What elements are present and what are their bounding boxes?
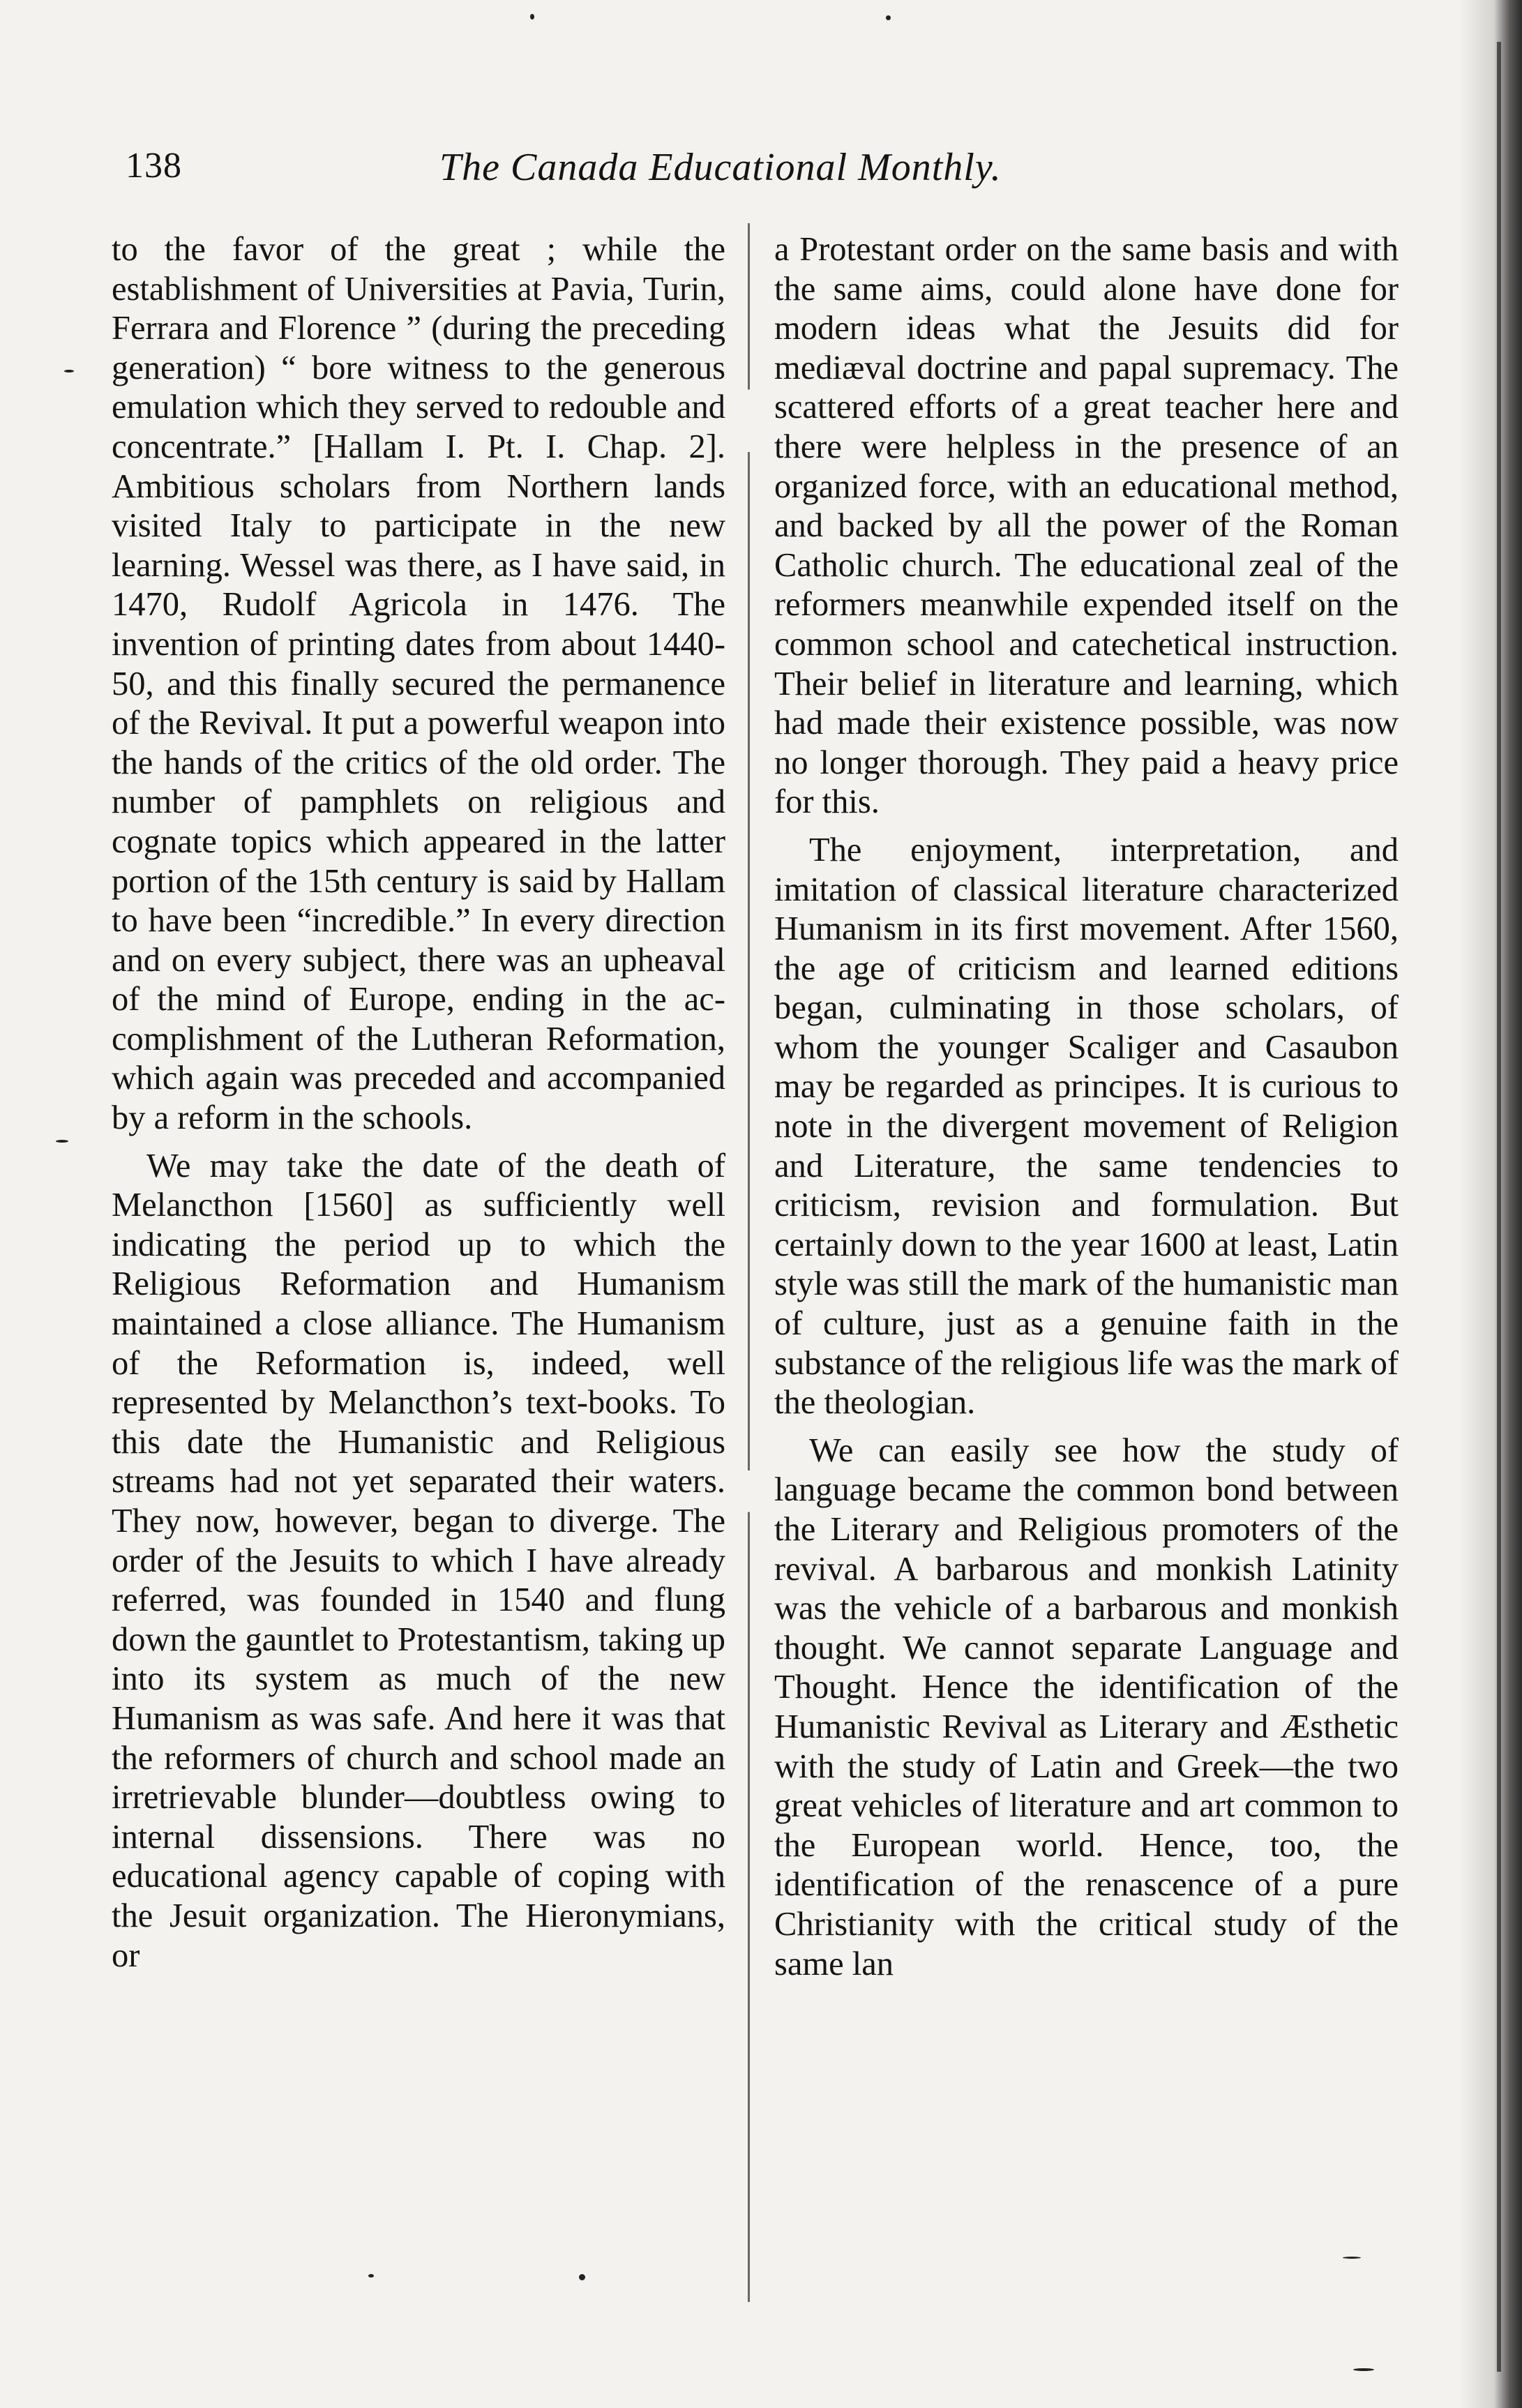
left-paragraph-2: We may take the date of the death of Melancthon [1560] as sufficiently well indicating the period up to which the Religious Reformation and Humanism maintained a close alliance. The Humanism of the Reformation is, indeed, well represented by Melancthon’s text-books. To this date the Humanistic and Religious streams had not yet separated their waters. They now, however, began to diverge. The order of the Jesuits to which I have already referred, was founded in 1540 and flung down the gauntlet to Protestantism, taking up into its system as much of the new Humanism as was safe. And here it was that the reformers of church and school made an irretrievable blunder—doubtless owing to internal dissensions. There was no educational agency capable of coping with the Jesuit organization. The Hieronymians, or bbox=[112, 1147, 725, 1974]
right-paragraph-1: a Protestant order on the same basis and with the same aims, could alone have done for modern ideas what the Jesuits did for mediæval doctrine and papal supremacy. The scattered efforts of a great teacher here and there were helpless in the presence of an organized force, with an educational method, and backed by all the power of the Roman Catholic church. The educational zeal of the reformers meanwhile expended itself on the common school and catechetical instruction. Their belief in literature and learning, which had made their existence possible, was now no longer thorough. They paid a heavy price for this. bbox=[774, 231, 1399, 821]
scan-speck bbox=[56, 1140, 68, 1143]
scan-speck bbox=[886, 15, 891, 20]
right-paragraph-3: We can easily see how the study of language became the common bond between the Literary and Religious promoters of the revival. A barbarous and monkish Latinity was the vehicle of a barbarous and monkish thought. We cannot separate Language and Thought. Hence the identification of the Humanistic Revival as Literary and Æsthetic with the study of Latin and Greek—the two great vehicles of literature and art common to the European world. Hence, too, the identification of the renascence of a pure Christianity with the critical study of the same lan bbox=[774, 1431, 1399, 1982]
scan-speck bbox=[530, 14, 534, 20]
scan-speck bbox=[579, 2274, 585, 2280]
scan-speck bbox=[368, 2274, 374, 2278]
right-column bbox=[774, 230, 1399, 1984]
left-column bbox=[112, 230, 725, 1976]
scan-speck bbox=[1343, 2257, 1361, 2259]
right-paragraph-2: The enjoyment, interpretation, and imitation of classical literature characterized Humanism in its first movement. After 1560, the age of criticism and learned editions began, culminating in those scholars, of whom the younger Scaliger and Casaubon may be regarded as principes. It is curious to note in the divergent movement of Religion and Literature, the same tendencies to criticism, revision and formulation. But certainly down to the year 1600 at least, Latin style was still the mark of the humanistic man of culture, just as a genuine faith in the substance of the religious life was the mark of the theologian. bbox=[774, 831, 1399, 1422]
scan-speck bbox=[1353, 2368, 1374, 2371]
left-paragraph-1: to the favor of the great ; while the establishment of Universities at Pavia, Turin, Ferrara and Florence ” (during the preceding generation) “ bore witness to the generous emulation which they served to redouble and concentrate.” [Hallam I. Pt. I. Chap. 2]. Ambitious scholars from Northern lands visited Italy to participate in the new learning. Wessel was there, as I have said, in 1470, Rudolf Agricola in 1476. The invention of printing dates from about 1440-50, and this finally secured the permanence of the Revival. It put a powerful weapon into the hands of the critics of the old order. The number of pamphlets on religious and cognate topics which appeared in the latter portion of the 15th century is said by Hallam to have been “incredible.” In every direction and on every subject, there was an upheaval of the mind of Europe, ending in the accomplishment of the Lutheran Reformation, which again was preceded and accompanied by a reform in the schools. bbox=[112, 231, 725, 1137]
running-title: The Canada Educational Monthly. bbox=[439, 146, 1002, 189]
page-edge-line bbox=[1497, 42, 1501, 2372]
page-edge-shadow bbox=[1459, 0, 1522, 2408]
scan-speck bbox=[64, 370, 74, 373]
page-number: 138 bbox=[126, 146, 182, 186]
page-header bbox=[126, 145, 1116, 201]
column-divider bbox=[748, 223, 750, 2302]
